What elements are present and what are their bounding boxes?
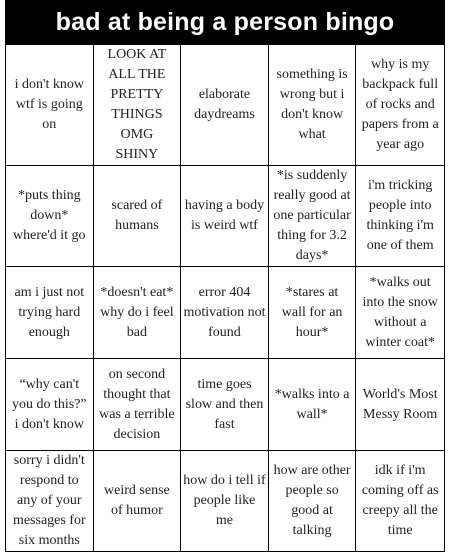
- bingo-cell: [269, 267, 357, 359]
- bingo-cell-text: time goes slow and then fast: [185, 376, 264, 432]
- bingo-cell-text: something is wrong but i don't know what: [276, 67, 348, 142]
- bingo-cell-text: weird sense of humor: [104, 483, 170, 518]
- bingo-cell-text: *is suddenly really good at one particular thing for 3.2 days*: [273, 168, 351, 263]
- bingo-cell: [181, 359, 269, 451]
- bingo-cell: [356, 267, 444, 359]
- bingo-cell: [269, 45, 357, 166]
- bingo-cell-text: *stares at wall for an hour*: [281, 284, 343, 340]
- bingo-cell-text: “why can't you do this?” i don't know: [11, 376, 87, 432]
- bingo-cell: [181, 45, 269, 166]
- bingo-cell-text: i'm tricking people into thinking i'm one of them: [366, 178, 434, 253]
- bingo-cell-text: having a body is weird wtf: [184, 198, 265, 233]
- bingo-cell: [94, 45, 182, 166]
- bingo-cell: [356, 359, 444, 451]
- bingo-cell-text: error 404 motivation not found: [183, 284, 266, 340]
- page-title: bad at being a person bingo: [55, 7, 395, 36]
- bingo-cell-text: how are other people so good at talking: [273, 463, 351, 538]
- bingo-cell-text: am i just not trying hard enough: [14, 284, 85, 340]
- bingo-cell-text: sorry i didn't respond to any of your messages for six months: [12, 453, 86, 548]
- bingo-cell-text: elaborate daydreams: [194, 87, 255, 122]
- bingo-cell-text: *walks into a wall*: [274, 386, 350, 422]
- bingo-cell-text: idk if i'm coming off as creepy all the time: [361, 463, 439, 538]
- bingo-cell: [269, 451, 357, 551]
- bingo-cell: [356, 451, 444, 551]
- bingo-cell: [181, 451, 269, 551]
- title-bar: [5, 0, 445, 44]
- bingo-cell: [269, 166, 357, 267]
- bingo-cell-text: on second thought that was a terrible decision: [99, 366, 175, 442]
- bingo-cell: [6, 267, 94, 359]
- bingo-cell-text: why is my backpack full of rocks and papers from a year ago: [361, 57, 439, 152]
- bingo-cell: [6, 166, 94, 267]
- bingo-cell: [356, 166, 444, 267]
- bingo-cell-text: LOOK AT ALL THE PRETTY THINGS OMG SHINY: [107, 47, 167, 162]
- bingo-cell: [94, 166, 182, 267]
- bingo-cell: [6, 451, 94, 551]
- bingo-cell-text: how do i tell if people like me: [183, 473, 266, 528]
- bingo-cell: [94, 267, 182, 359]
- bingo-cell-text: scared of humans: [111, 198, 163, 233]
- bingo-cell: [6, 45, 94, 166]
- bingo-cell: [181, 166, 269, 267]
- bingo-cell: [181, 267, 269, 359]
- bingo-grid: [5, 44, 445, 552]
- bingo-cell: [94, 451, 182, 551]
- bingo-cell-text: World's Most Messy Room: [362, 386, 438, 422]
- bingo-cell: [6, 359, 94, 451]
- bingo-cell-text: *puts thing down* where'd it go: [13, 188, 86, 243]
- bingo-cell: [269, 359, 357, 451]
- bingo-cell-text: i don't know wtf is going on: [14, 77, 84, 132]
- bingo-cell-text: *walks out into the snow without a winter coat*: [362, 274, 438, 350]
- bingo-cell: [94, 359, 182, 451]
- bingo-cell-text: *doesn't eat* why do i feel bad: [100, 284, 174, 340]
- bingo-cell: [356, 45, 444, 166]
